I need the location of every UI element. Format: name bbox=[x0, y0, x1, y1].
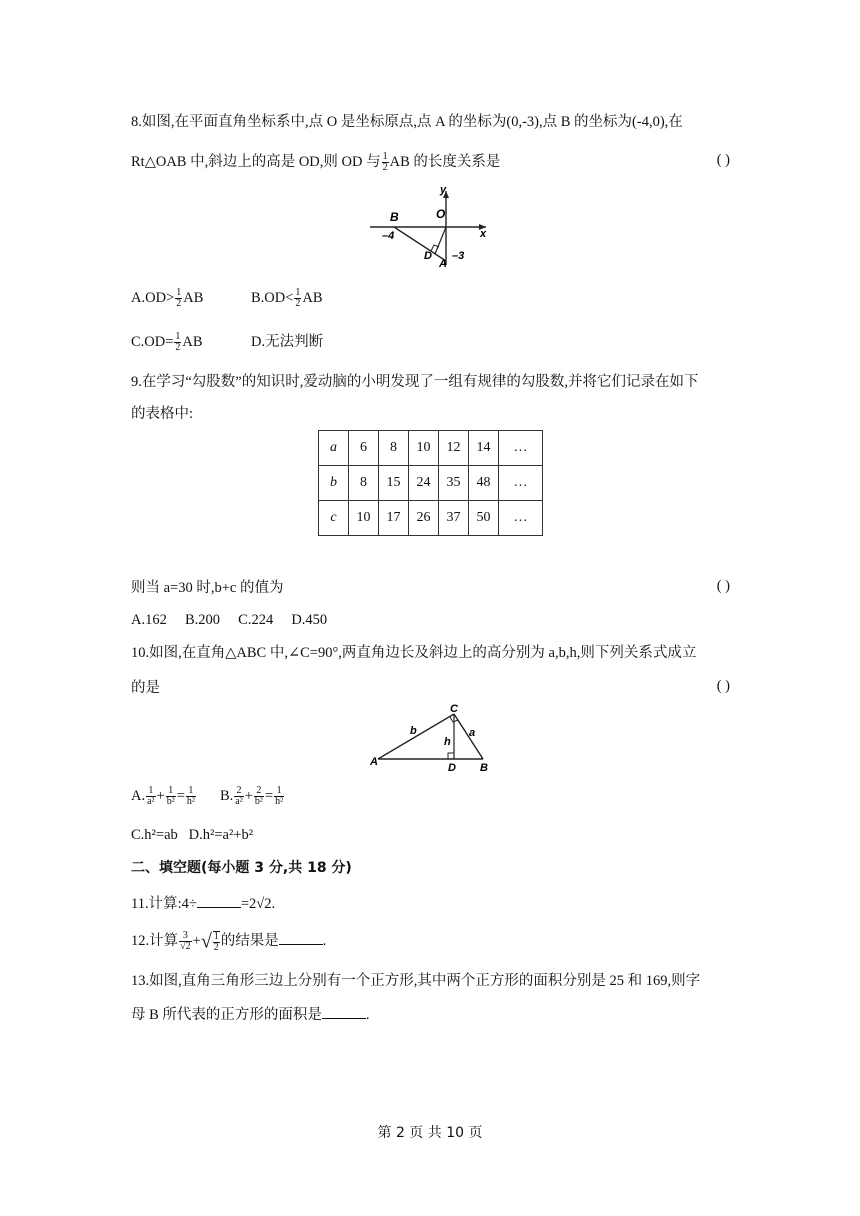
frac-den: 2 bbox=[176, 298, 182, 310]
frac-den: √2 bbox=[180, 941, 191, 953]
label-x: x bbox=[480, 228, 487, 240]
section-title: 二、填空题(每小题 3 分,共 18 分) bbox=[131, 860, 352, 876]
frac-den: 2 bbox=[295, 298, 301, 310]
q11-post: =2√2. bbox=[240, 896, 276, 912]
table-cell: … bbox=[499, 431, 543, 466]
table-cell: … bbox=[499, 501, 543, 536]
frac-den: 2 bbox=[213, 941, 219, 953]
q12-end: . bbox=[322, 933, 327, 949]
right-angle-mark-d bbox=[448, 753, 454, 759]
label-a-side: a bbox=[469, 727, 476, 739]
table-cell: … bbox=[499, 466, 543, 501]
plus-sign: + bbox=[192, 933, 201, 949]
fraction bbox=[179, 931, 192, 952]
q13-line2-text: 母 B 所代表的正方形的面积是 bbox=[131, 1007, 322, 1023]
label-b-side: b bbox=[410, 725, 417, 737]
table-cell: 37 bbox=[439, 501, 469, 536]
q8-line2-post: AB 的长度关系是 bbox=[389, 154, 501, 170]
q8-line2-pre: Rt△OAB 中,斜边上的高是 OD,则 OD 与 bbox=[131, 154, 381, 170]
q13-end: . bbox=[365, 1007, 370, 1023]
q10-figure bbox=[368, 702, 498, 774]
table-cell: 50 bbox=[469, 501, 499, 536]
half-fraction bbox=[174, 332, 181, 353]
q10-option-a-label: A. bbox=[131, 788, 146, 804]
q9-line1: 9.在学习“勾股数”的知识时,爱动脑的小明发现了一组有规律的勾股数,并将它们记录在如下 bbox=[131, 374, 699, 390]
label-d: D bbox=[424, 250, 432, 262]
q10-answer-paren: ( ) bbox=[716, 678, 730, 694]
answer-blank[interactable] bbox=[322, 1004, 366, 1019]
frac-den: a² bbox=[235, 796, 243, 808]
frac-den: 2 bbox=[382, 162, 388, 174]
q8-option-d: D.无法判断 bbox=[251, 334, 324, 350]
frac-num: 1 bbox=[166, 786, 176, 797]
label-b: B bbox=[390, 210, 399, 224]
table-cell: a bbox=[319, 431, 349, 466]
fraction bbox=[234, 786, 243, 807]
frac-num: 2 bbox=[234, 786, 243, 797]
fraction bbox=[146, 786, 155, 807]
frac-den: h² bbox=[186, 796, 195, 808]
q12-post: 的结果是 bbox=[220, 933, 279, 949]
q10-line2: 的是 bbox=[131, 680, 160, 696]
label-c: C bbox=[450, 703, 458, 715]
q8-line1: 8.如图,在平面直角坐标系中,点 O 是坐标原点,点 A 的坐标为(0,-3),点 B 的坐标为(-4,0),在 bbox=[131, 114, 683, 130]
frac-num: 1 bbox=[382, 151, 388, 163]
label-a: A bbox=[370, 756, 378, 768]
label-neg4: –4 bbox=[382, 230, 395, 242]
frac-num: 1 bbox=[146, 786, 155, 797]
table-cell: 10 bbox=[349, 501, 379, 536]
q8-line2 bbox=[131, 152, 730, 173]
page-footer: 第 2 页 共 10 页 bbox=[377, 1125, 483, 1141]
q10-line1: 10.如图,在直角△ABC 中,∠C=90°,两直角边长及斜边上的高分别为 a,b,h,则下列关系式成立 bbox=[131, 645, 697, 661]
frac-num: 1 bbox=[213, 930, 219, 942]
q10-options-cd: C.h²=ab D.h²=a²+b² bbox=[131, 827, 254, 843]
q8-option-c-post: AB bbox=[182, 334, 203, 350]
frac-num: 2 bbox=[254, 786, 264, 797]
q12-pre: 12.计算 bbox=[131, 933, 179, 949]
frac-den: b² bbox=[166, 796, 175, 808]
frac-den: 2 bbox=[175, 342, 181, 354]
table-cell: 10 bbox=[409, 431, 439, 466]
q10-option-a: A. $\frac{1}{\text{a²}}$ + $\frac{1}{\text{b²}}$ = $\frac{1}{\text{h²}}$ bbox=[131, 785, 195, 808]
half-fraction bbox=[294, 288, 301, 309]
frac-num: 1 bbox=[176, 287, 182, 299]
label-d: D bbox=[448, 762, 456, 774]
frac-den: b² bbox=[254, 796, 263, 808]
q9-answer-paren: ( ) bbox=[716, 578, 730, 594]
label-a: A bbox=[439, 258, 447, 270]
q13-line2 bbox=[131, 1004, 730, 1025]
q11-pre: 11.计算:4÷ bbox=[131, 896, 197, 912]
fraction bbox=[186, 786, 196, 807]
table-cell: 24 bbox=[409, 466, 439, 501]
table-cell: 14 bbox=[469, 431, 499, 466]
q11 bbox=[131, 893, 730, 914]
table-row bbox=[319, 501, 543, 536]
label-o: O bbox=[436, 207, 446, 221]
frac-den: a² bbox=[147, 796, 155, 808]
table-cell: 26 bbox=[409, 501, 439, 536]
answer-blank[interactable] bbox=[197, 893, 241, 908]
table-cell: 12 bbox=[439, 431, 469, 466]
frac-num: 1 bbox=[295, 287, 301, 299]
q9-question: 则当 a=30 时,b+c 的值为 bbox=[131, 580, 284, 596]
answer-blank[interactable] bbox=[279, 930, 323, 945]
label-y: y bbox=[440, 185, 447, 196]
frac-den: h² bbox=[275, 796, 284, 808]
pythagorean-table bbox=[318, 430, 543, 536]
table-cell: 35 bbox=[439, 466, 469, 501]
table-cell: 48 bbox=[469, 466, 499, 501]
table-cell: b bbox=[319, 466, 349, 501]
q12 bbox=[131, 930, 730, 953]
table-row bbox=[319, 466, 543, 501]
label-b: B bbox=[480, 762, 488, 774]
q8-option-a: A.OD> bbox=[131, 290, 175, 306]
hypotenuse-ab bbox=[394, 227, 446, 261]
table-cell: 15 bbox=[379, 466, 409, 501]
q8-option-c: C.OD= bbox=[131, 334, 174, 350]
fraction bbox=[213, 931, 220, 953]
half-fraction bbox=[382, 152, 389, 173]
table-row bbox=[319, 431, 543, 466]
q8-answer-paren: ( ) bbox=[716, 152, 730, 168]
q10-option-b-label: B. bbox=[220, 788, 234, 804]
q9-line2: 的表格中: bbox=[131, 406, 194, 422]
q13-line1: 13.如图,直角三角形三边上分别有一个正方形,其中两个正方形的面积分别是 25 和 169,则字 bbox=[131, 973, 701, 989]
q10-option-b: B. $\frac{2}{\text{a²}}$ + $\frac{2}{\text{b²}}$ = $\frac{1}{\text{h²}}$ bbox=[220, 785, 284, 808]
q8-option-a-post: AB bbox=[183, 290, 204, 306]
q8-figure bbox=[360, 185, 500, 270]
q8-option-b: B.OD< bbox=[251, 290, 294, 306]
table-cell: 8 bbox=[379, 431, 409, 466]
table-cell: 8 bbox=[349, 466, 379, 501]
fraction bbox=[166, 786, 176, 807]
q8-option-b-line bbox=[251, 288, 730, 309]
label-neg3: –3 bbox=[452, 250, 465, 262]
half-fraction bbox=[175, 288, 182, 309]
fraction bbox=[254, 786, 264, 807]
table-cell: 6 bbox=[349, 431, 379, 466]
frac-num: 1 bbox=[186, 786, 196, 797]
sqrt-sign: √ bbox=[200, 930, 212, 953]
table-cell: 17 bbox=[379, 501, 409, 536]
frac-num: 1 bbox=[274, 786, 284, 797]
q8-option-b-post: AB bbox=[302, 290, 323, 306]
label-h: h bbox=[444, 736, 451, 748]
q9-options: A.162 B.200 C.224 D.450 bbox=[131, 612, 328, 628]
fraction bbox=[274, 786, 284, 807]
frac-num: 1 bbox=[175, 331, 181, 343]
frac-num: 3 bbox=[179, 931, 192, 942]
table-cell: c bbox=[319, 501, 349, 536]
altitude-od bbox=[435, 227, 446, 254]
